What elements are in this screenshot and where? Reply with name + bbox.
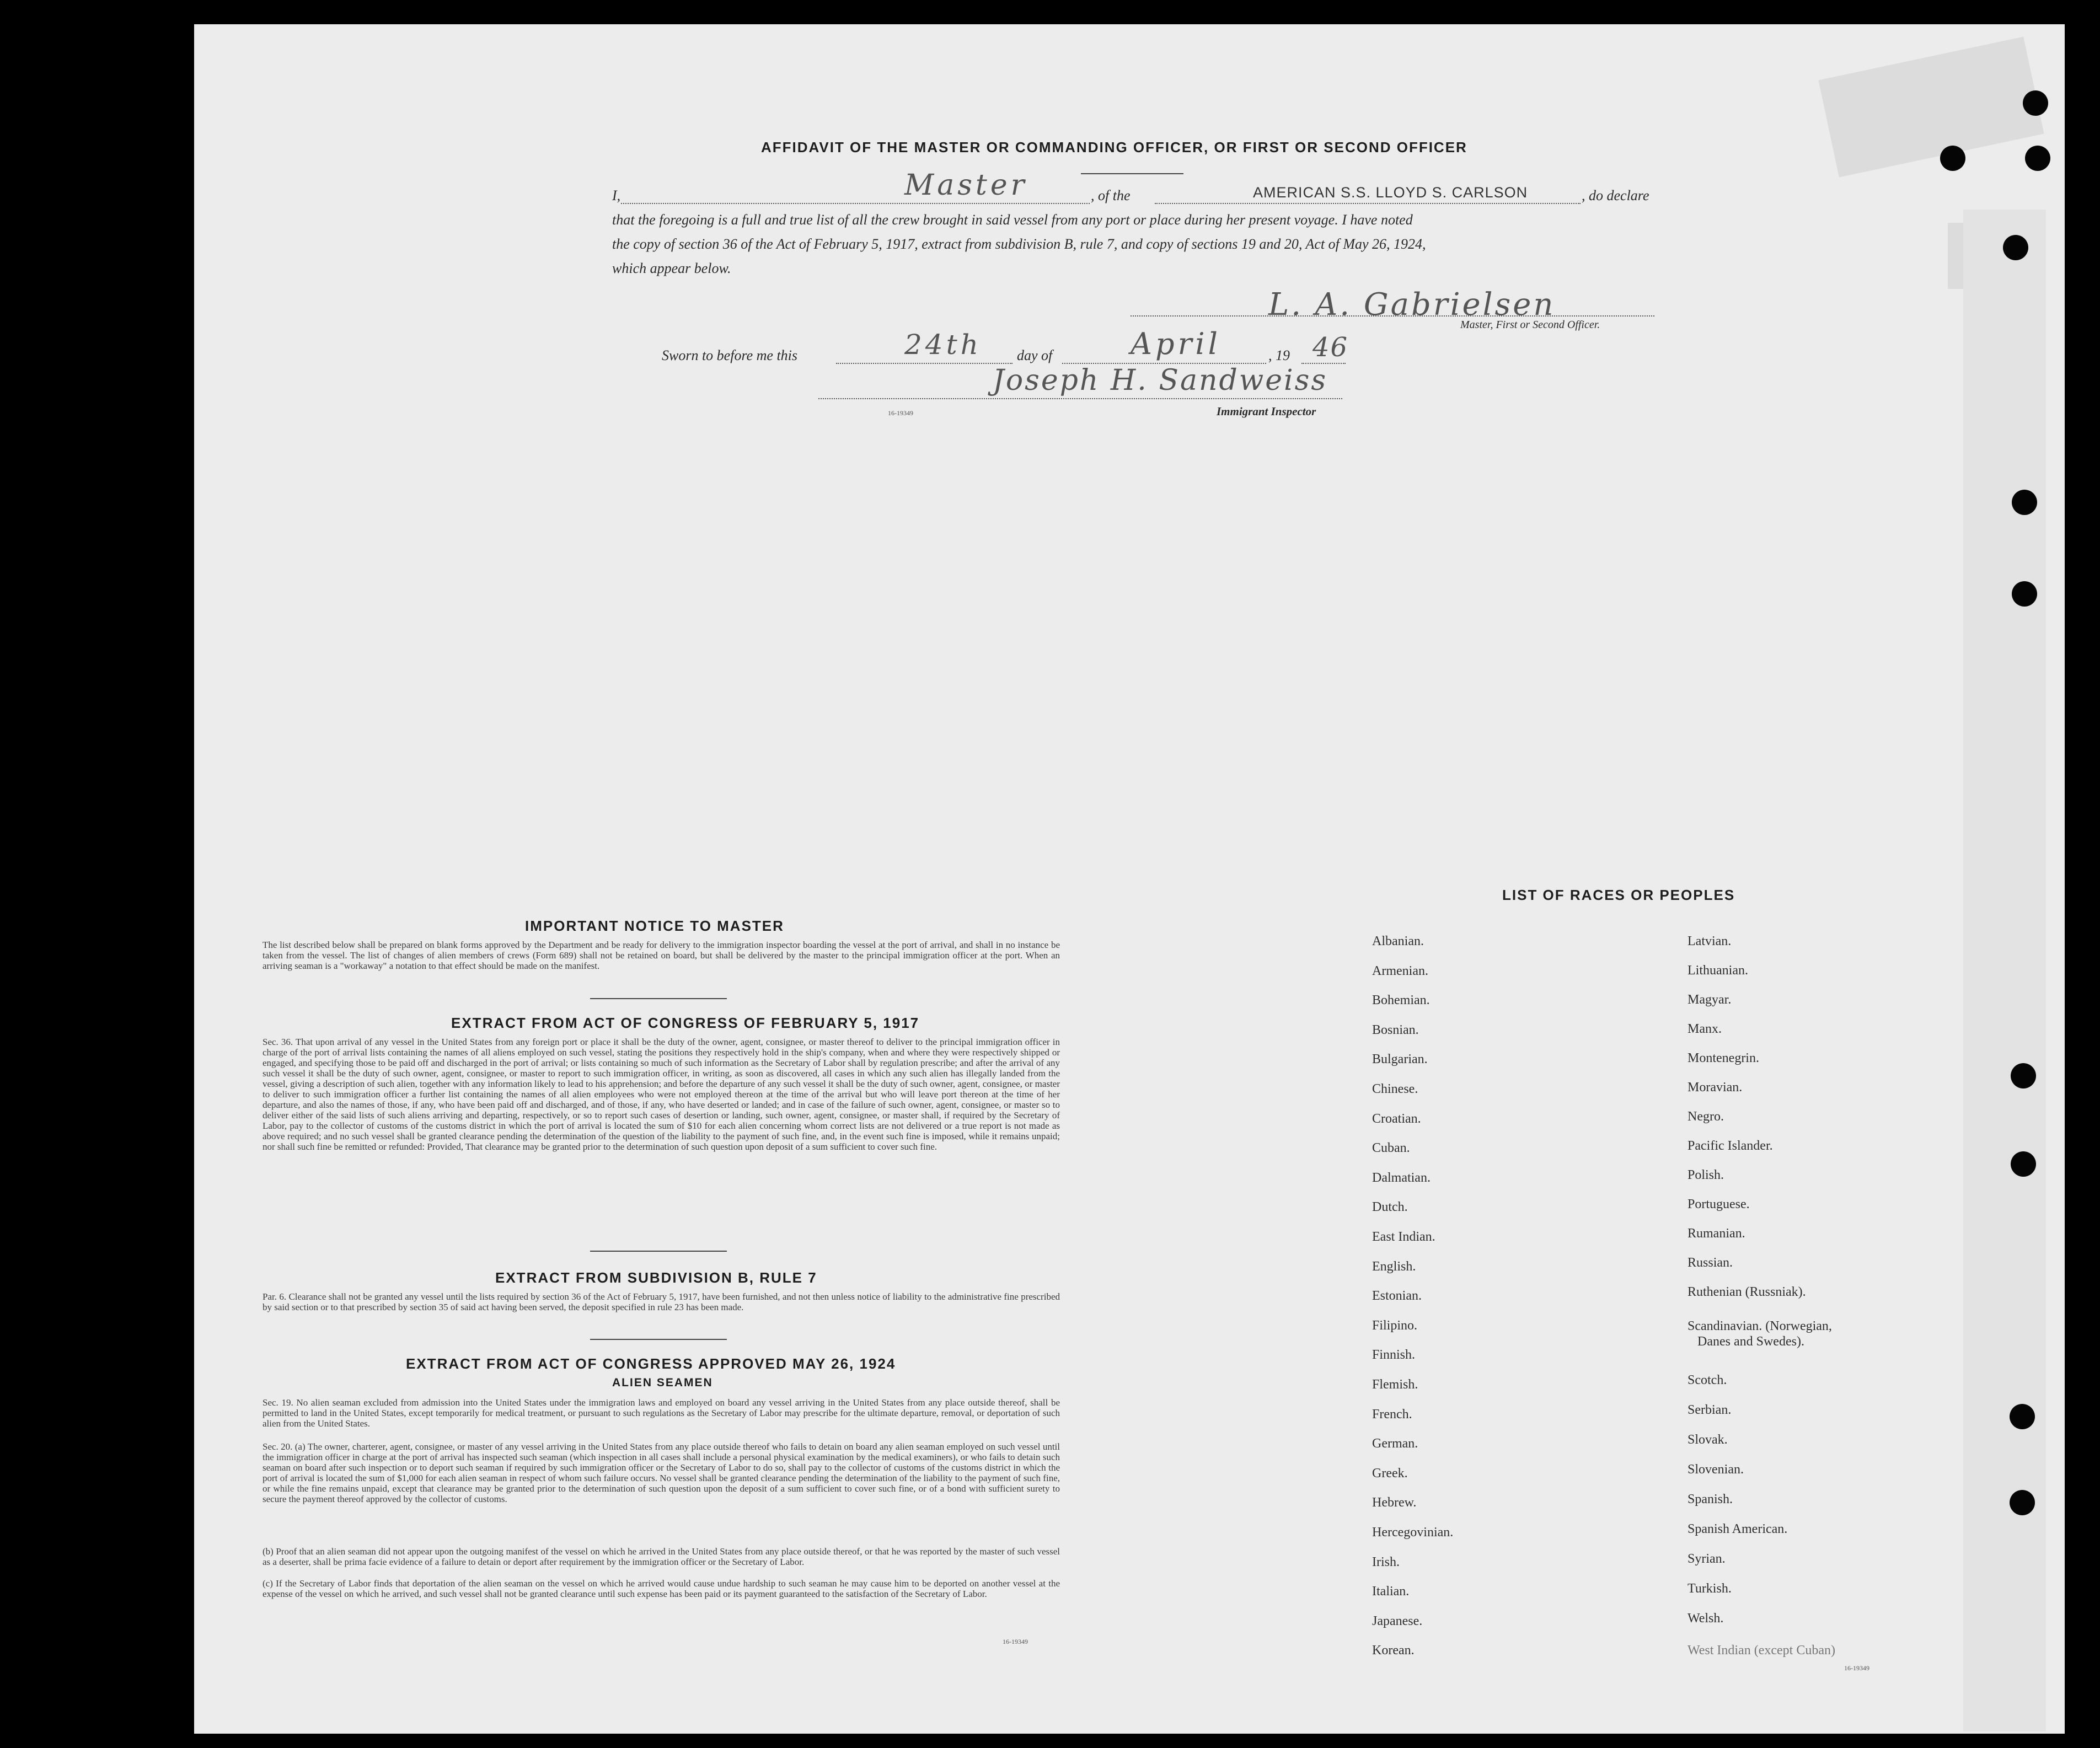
races-title: LIST OF RACES OR PEOPLES (1502, 887, 1735, 903)
race-item: Japanese. (1372, 1614, 1423, 1628)
master-signature: L. A. Gabrielsen (1268, 287, 1556, 323)
affidavit-title: AFFIDAVIT OF THE MASTER OR COMMANDING OFFICER, OR FIRST OR SECOND OFFICER (761, 139, 1467, 156)
i-label: I, (612, 187, 621, 203)
race-item: Armenian. (1372, 964, 1428, 978)
race-item: Cuban. (1372, 1141, 1410, 1155)
race-item: Negro. (1688, 1109, 1724, 1124)
divider (1081, 173, 1183, 174)
race-item: Croatian. (1372, 1112, 1421, 1126)
race-item: German. (1372, 1436, 1418, 1451)
race-item-continuation: Danes and Swedes). (1697, 1334, 1804, 1349)
affidavit-line-1: that the foregoing is a full and true list of all the crew brought in said vessel from any port or place during her present voyage. I have noted (612, 212, 1413, 228)
inspector-signature: Joseph H. Sandweiss (993, 364, 1328, 397)
master-caption: Master, First or Second Officer. (1460, 319, 1600, 331)
extract-1917-title: EXTRACT FROM ACT OF CONGRESS OF FEBRUARY 5, 1917 (451, 1015, 920, 1031)
race-item: Spanish American. (1688, 1522, 1788, 1536)
tape-mark (1818, 36, 2044, 177)
race-item: English. (1372, 1259, 1416, 1274)
punch-hole (2010, 1404, 2035, 1429)
divider (590, 998, 727, 999)
punch-hole (2003, 235, 2028, 260)
race-item: Korean. (1372, 1643, 1415, 1658)
divider (590, 1251, 727, 1252)
race-item: Rumanian. (1688, 1226, 1745, 1241)
inspector-caption: Immigrant Inspector (1217, 405, 1316, 418)
race-item: Ruthenian (Russniak). (1688, 1285, 1806, 1299)
sworn-month: April (1131, 326, 1221, 361)
race-item: Irish. (1372, 1555, 1400, 1569)
sec-20b-text: (b) Proof that an alien seaman did not appear upon the outgoing manifest of the vessel on which he arrived in the United States from any place outside thereof, or that he was reported by the master of such vessel as a deserter, shall be prima facie evidence of a failure to detain or deport after requirement by the immigration officer or the Secretary of Labor. (262, 1546, 1060, 1567)
sec-20c-text: (c) If the Secretary of Labor finds that deportation of the alien seaman on the vessel on which he arrived would cause undue hardship to such seaman he may cause him to be deported on another vessel at the expense of the vessel on which he arrived, and such vessel shall not be granted clearance until such expense has been paid or its payment guaranteed to the satisfaction of the Secretary of Labor. (262, 1578, 1060, 1599)
race-item: Dutch. (1372, 1200, 1408, 1214)
extract-1924-subtitle: ALIEN SEAMEN (612, 1376, 713, 1389)
extract-1917-text: Sec. 36. That upon arrival of any vessel in the United States from any foreign port or place it shall be the duty of the owner, agent, consignee, or master thereof to deliver to the principal immigration officer in charge of the port of arrival lists containing the names of all aliens employed on such vessel, stating the positions they respectively hold in the ship's company, when and where they were respectively shipped or engaged, and specifying those to be paid off and discharged in the port of arrival; or lists containing so much of such information as the Secretary of Labor shall by regulation prescribe; and after the arrival of any such vessel it shall be the duty of such owner, agent, consignee, or master to report to such immigration officer, in writing, as soon as discovered, all cases in which any such alien has illegally landed from the vessel, giving a description of such alien, together with any information likely to lead to his apprehension; and before the departure of any such vessel it shall be the duty of such owner, agent, consignee, or master to deliver to such immigration officer a further list containing the names of all alien employees who were not employed thereon at the time of the arrival but who will leave port thereon at the time of her departure, and also the names of those, if any, who have been paid off and discharged, and of those, if any, who have deserted or landed; and in case of the failure of such owner, agent, consignee, or master so to deliver either of the said lists of such aliens arriving and departing, respectively, or so to report such cases of desertion or landing, such owner, agent, consignee, or master shall, if required by the Secretary of Labor, pay to the collector of customs of the customs district in which the port of arrival is located the sum of $10 for each alien concerning whom correct lists are not delivered or a true report is not made as above required; and no such vessel shall be granted clearance pending the determination of the question of the liability to the payment of such fine, and, in the event such fine is imposed, while it remains unpaid; nor shall such fine be remitted or refunded: Provided, That clearance may be granted prior to the determination of such question upon deposit of a sum sufficient to cover such fine. (262, 1037, 1060, 1152)
race-item: Slovenian. (1688, 1462, 1744, 1477)
rule-7-title: EXTRACT FROM SUBDIVISION B, RULE 7 (495, 1269, 817, 1286)
race-item: Flemish. (1372, 1377, 1418, 1392)
of-the-label: , of the (1091, 187, 1131, 203)
notice-title: IMPORTANT NOTICE TO MASTER (525, 918, 784, 934)
day-of-label: day of (1017, 347, 1053, 363)
race-item: Lithuanian. (1688, 963, 1748, 978)
race-item: Magyar. (1688, 993, 1732, 1007)
punch-hole (2011, 1063, 2036, 1089)
inspector-signature-line (818, 398, 1342, 399)
punch-hole (2011, 1151, 2036, 1177)
race-item: Dalmatian. (1372, 1171, 1431, 1185)
punch-hole (2025, 146, 2050, 171)
race-item: Moravian. (1688, 1080, 1743, 1095)
race-item: Bohemian. (1372, 993, 1430, 1007)
form-number: 16-19349 (888, 409, 913, 417)
rank-line (621, 203, 1090, 204)
race-item: Greek. (1372, 1466, 1408, 1481)
race-item: Scotch. (1688, 1373, 1727, 1387)
race-item: Latvian. (1688, 934, 1732, 948)
vessel-name: AMERICAN S.S. LLOYD S. CARLSON (1253, 184, 1528, 201)
punch-hole (2010, 1490, 2035, 1515)
race-item: Syrian. (1688, 1552, 1726, 1566)
race-item: Albanian. (1372, 934, 1424, 948)
race-item: French. (1372, 1407, 1412, 1422)
punch-hole (2023, 90, 2048, 116)
race-item: Hebrew. (1372, 1495, 1417, 1510)
race-item: Chinese. (1372, 1082, 1418, 1096)
year-prefix: , 19 (1268, 347, 1290, 363)
race-item: Spanish. (1688, 1492, 1733, 1506)
vessel-line (1155, 203, 1581, 204)
sworn-day-line (836, 363, 1013, 364)
punch-hole (2012, 581, 2037, 607)
race-item: Italian. (1372, 1584, 1410, 1599)
race-item: Scandinavian. (Norwegian, (1688, 1319, 1832, 1333)
race-item: Welsh. (1688, 1611, 1724, 1626)
rank-handwritten: Master (904, 169, 1028, 202)
divider (590, 1339, 727, 1340)
race-item: East Indian. (1372, 1230, 1435, 1244)
sworn-label: Sworn to before me this (662, 347, 798, 363)
race-item: Finnish. (1372, 1348, 1416, 1362)
race-item: Bulgarian. (1372, 1052, 1428, 1066)
race-item: Portuguese. (1688, 1197, 1750, 1211)
race-item: Filipino. (1372, 1318, 1418, 1333)
race-item: Serbian. (1688, 1403, 1732, 1417)
do-declare-label: , do declare (1582, 187, 1649, 203)
race-item: West Indian (except Cuban) (1688, 1643, 1835, 1658)
sworn-year: 46 (1312, 332, 1349, 363)
affidavit-line-3: which appear below. (612, 260, 731, 276)
affidavit-line-2: the copy of section 36 of the Act of February 5, 1917, extract from subdivision B, rule 7, and copy of sections 19 and 20, Act of May 26, 1924, (612, 236, 1426, 252)
race-item: Bosnian. (1372, 1023, 1419, 1037)
race-item: Montenegrin. (1688, 1051, 1759, 1065)
rule-7-text: Par. 6. Clearance shall not be granted any vessel until the lists required by section 36 of the Act of February 5, 1917, have been furnished, and not then unless notice of liability to the administrative fine prescribed by said section or to that prescribed by section 35 of said act having been served, the deposit specified in rule 23 has been made. (262, 1291, 1060, 1312)
extract-1924-title: EXTRACT FROM ACT OF CONGRESS APPROVED MAY 26, 1924 (406, 1355, 896, 1372)
form-number: 16-19349 (1844, 1664, 1869, 1672)
sec-20a-text: Sec. 20. (a) The owner, charterer, agent, consignee, or master of any vessel arriving in the United States from any place outside thereof who fails to detain on board any alien seaman employed on such vessel until the immigration officer in charge at the port of arrival has inspected such seaman (which inspection in all cases shall include a personal physical examination by the medical examiners), or who fails to detain such seaman on board after such inspection or to deport such seaman if required by such immigration officer or the Secretary of Labor to do so, shall pay to the collector of customs of the customs district in which the port of arrival is located the sum of $1,000 for each alien seaman in respect of whom such failure occurs. No vessel shall be granted clearance pending the determination of the liability to the payment of such fine, or while the fine remains unpaid, except that clearance may be granted prior to the determination of such question upon the deposit of a sum sufficient to cover such fine, or of a bond with sufficient surety to secure the payment thereof approved by the collector of customs. (262, 1441, 1060, 1504)
form-number: 16-19349 (1003, 1638, 1028, 1645)
sec-19-text: Sec. 19. No alien seaman excluded from admission into the United States under the immigration laws and employed on board any vessel arriving in the United States from any place outside thereof, shall be permitted to land in the United States, except temporarily for medical treatment, or pursuant to such regulations as the Secretary of Labor may prescribe for the ultimate departure, removal, or deportation of such alien from the United States. (262, 1397, 1060, 1429)
race-item: Slovak. (1688, 1433, 1728, 1447)
race-item: Estonian. (1372, 1289, 1422, 1303)
race-item: Polish. (1688, 1168, 1724, 1182)
punch-hole (1940, 146, 1965, 171)
race-item: Pacific Islander. (1688, 1139, 1773, 1153)
notice-text: The list described below shall be prepared on blank forms approved by the Department and be ready for delivery to the immigration inspector boarding the vessel at the port of arrival, and shall in no instance be taken from the vessel. The list of changes of alien members of crews (Form 689) shall not be retained on board, but shall be delivered by the master to the principal immigration officer at the port. When an arriving seaman is a "workaway" a notation to that effect should be made on the manifest. (262, 940, 1060, 971)
master-signature-line (1131, 315, 1654, 317)
race-item: Russian. (1688, 1256, 1733, 1270)
race-item: Hercegovinian. (1372, 1525, 1454, 1540)
sworn-day: 24th (904, 329, 982, 361)
punch-hole (2012, 490, 2037, 515)
race-item: Manx. (1688, 1022, 1722, 1036)
race-item: Turkish. (1688, 1581, 1732, 1596)
